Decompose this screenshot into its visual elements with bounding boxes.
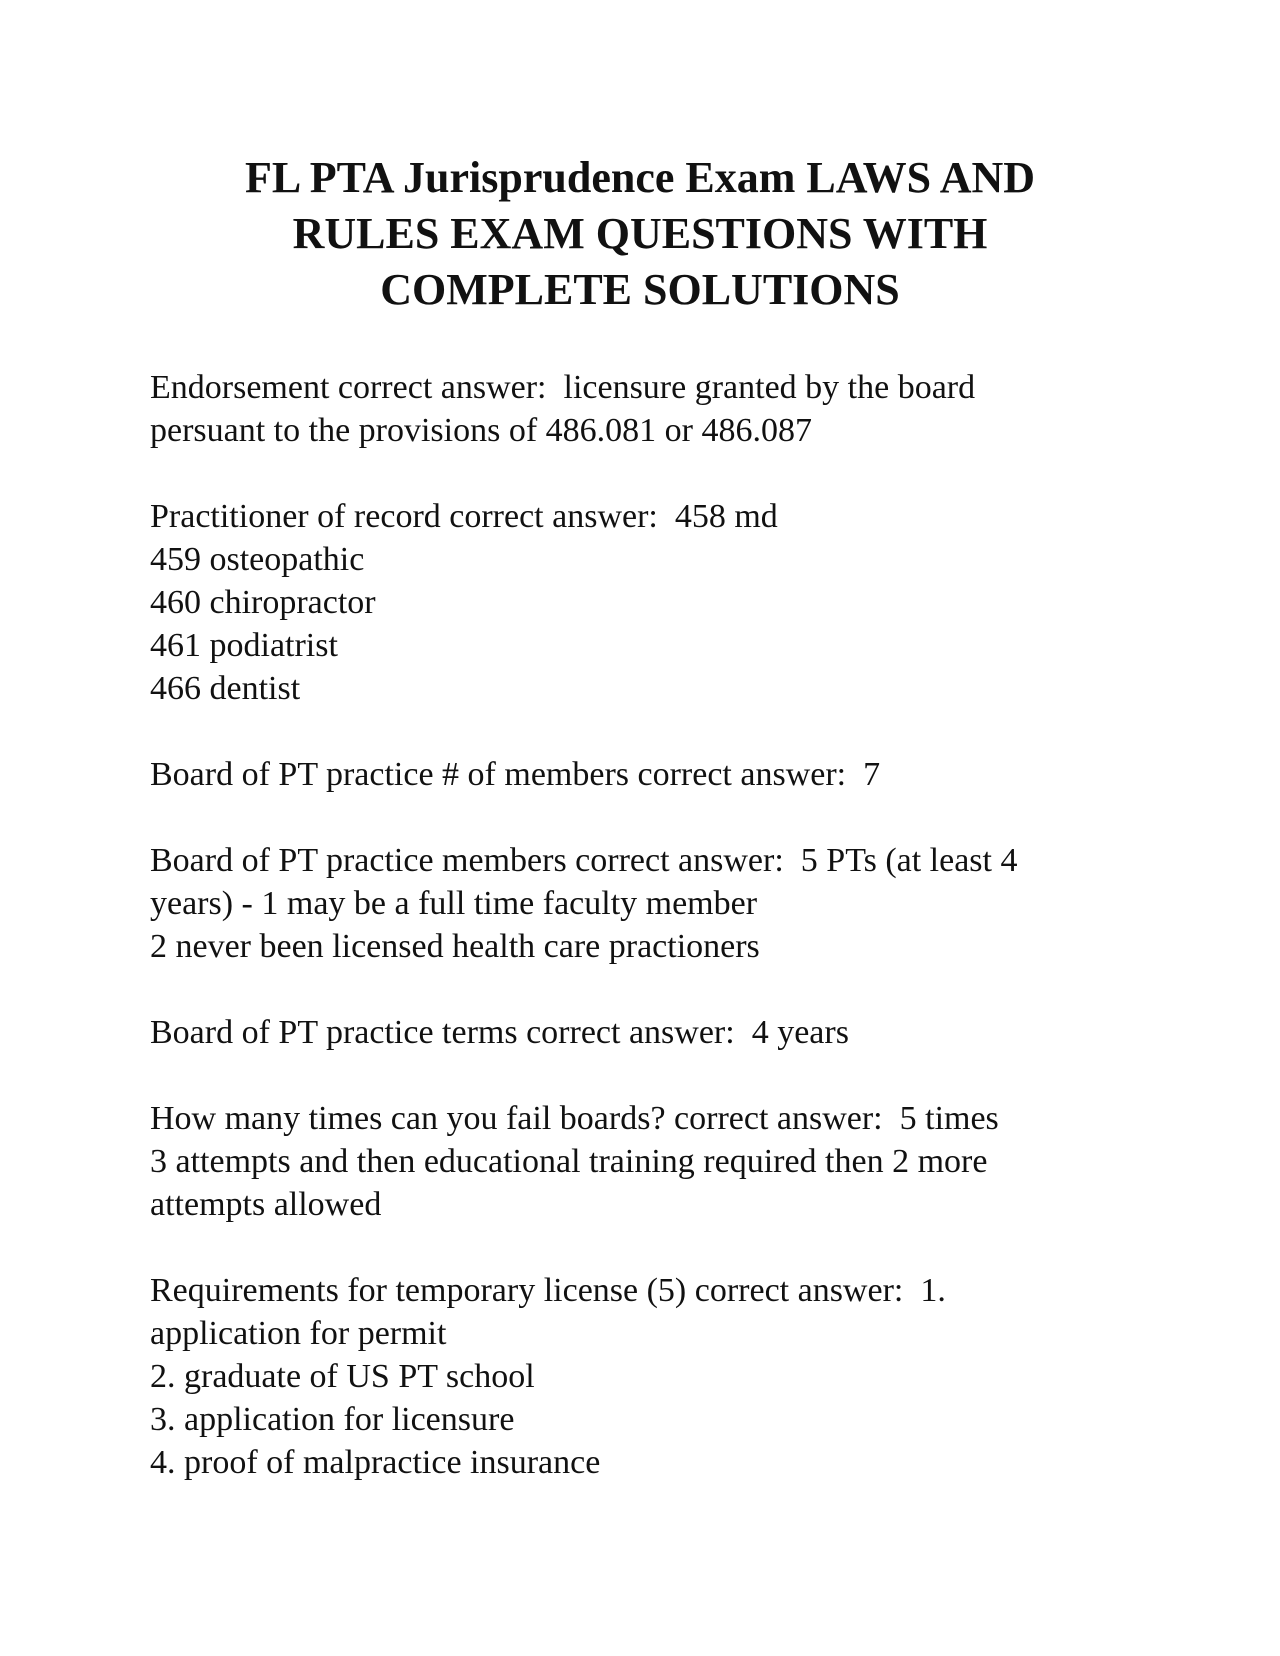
entry-line: Board of PT practice members correct answer: 5 PTs (at least 4 (150, 842, 1018, 879)
entry-line: 461 podiatrist (150, 627, 338, 664)
document-title (150, 150, 1130, 318)
qa-entry-board-failures (150, 1097, 1150, 1226)
entry-line: 3. application for licensure (150, 1401, 515, 1438)
entry-line: 459 osteopathic (150, 541, 365, 578)
entry-line: application for permit (150, 1315, 447, 1352)
qa-entry-board-member-count (150, 753, 1150, 796)
entry-line: 2. graduate of US PT school (150, 1358, 535, 1395)
qa-entry-temporary-license (150, 1269, 1150, 1484)
entry-line: persuant to the provisions of 486.081 or 486.087 (150, 412, 812, 449)
entry-line: years) - 1 may be a full time faculty member (150, 885, 758, 922)
document-body (150, 366, 1150, 1527)
entry-line: Board of PT practice terms correct answer: 4 years (150, 1014, 849, 1051)
entry-line: 4. proof of malpractice insurance (150, 1444, 601, 1481)
entry-line: Requirements for temporary license (5) correct answer: 1. (150, 1272, 946, 1309)
entry-line: Practitioner of record correct answer: 458 md (150, 498, 778, 535)
qa-entry-practitioner-of-record (150, 495, 1150, 710)
title-line: RULES EXAM QUESTIONS WITH (292, 209, 988, 258)
entry-line: 466 dentist (150, 670, 301, 707)
entry-line: How many times can you fail boards? correct answer: 5 times (150, 1100, 999, 1137)
entry-line: attempts allowed (150, 1186, 382, 1223)
entry-line: 2 never been licensed health care practioners (150, 928, 760, 965)
qa-entry-endorsement (150, 366, 1150, 452)
entry-line: 3 attempts and then educational training required then 2 more (150, 1143, 988, 1180)
qa-entry-board-members (150, 839, 1150, 968)
title-line: FL PTA Jurisprudence Exam LAWS AND (244, 153, 1036, 202)
qa-entry-board-terms (150, 1011, 1150, 1054)
entry-line: Board of PT practice # of members correct answer: 7 (150, 756, 881, 793)
title-line: COMPLETE SOLUTIONS (380, 265, 900, 314)
entry-line: Endorsement correct answer: licensure granted by the board (150, 369, 976, 406)
entry-line: 460 chiropractor (150, 584, 376, 621)
